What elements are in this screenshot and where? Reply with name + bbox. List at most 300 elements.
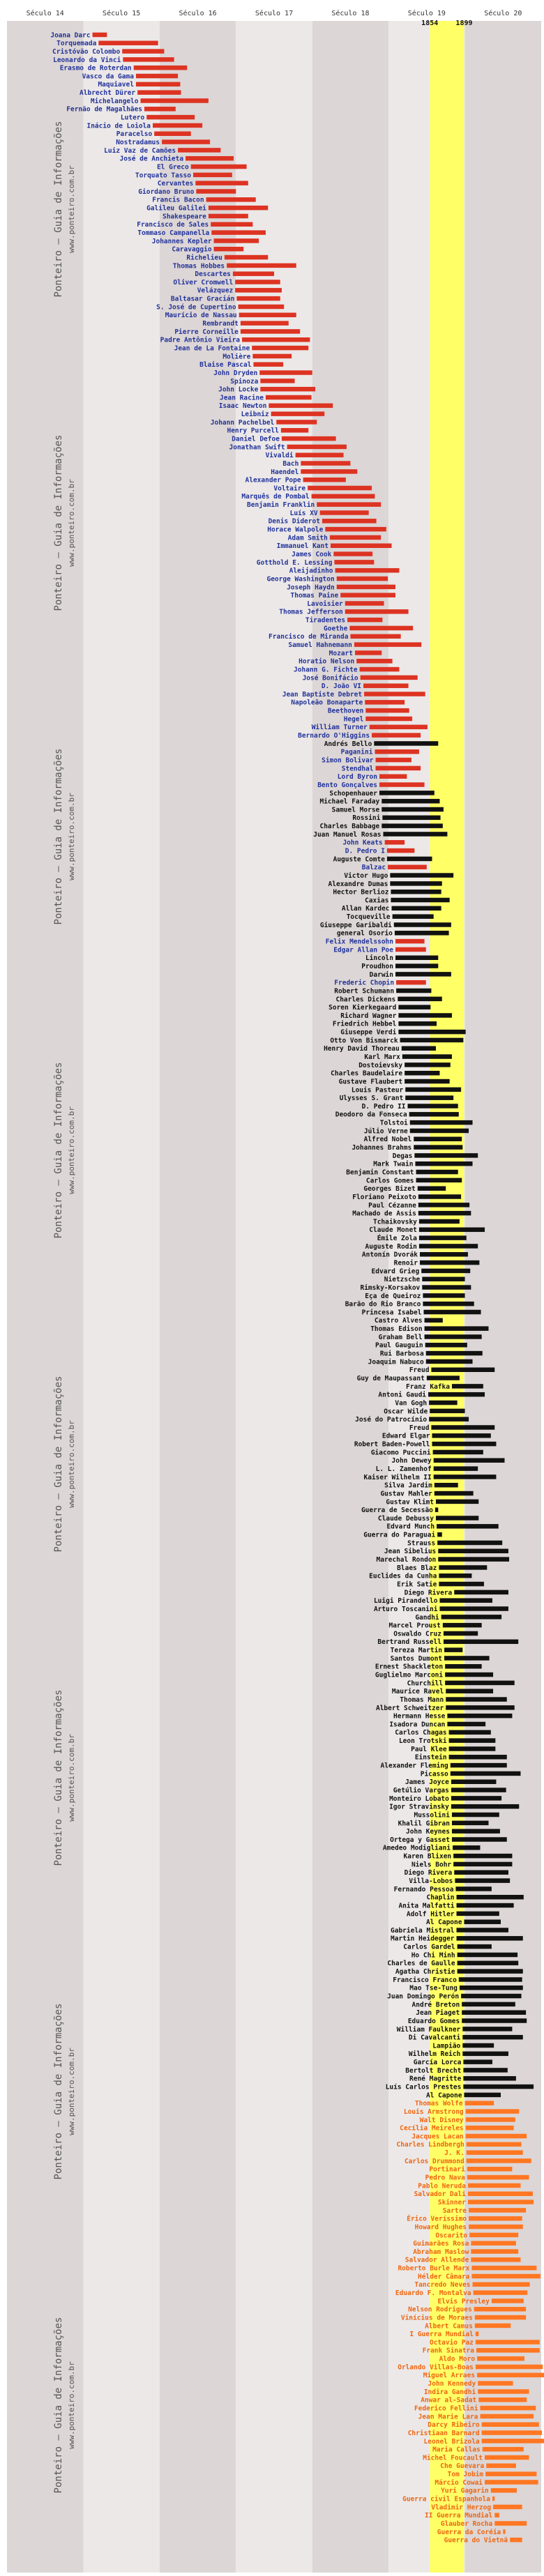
lifespan-bar xyxy=(455,1878,510,1883)
lifespan-bar xyxy=(409,1112,459,1117)
entry-name: Mozart xyxy=(328,649,353,657)
entry-name: Lampião xyxy=(432,2042,461,2050)
entry-name: Freud xyxy=(409,1424,430,1432)
lifespan-bar xyxy=(435,1491,474,1496)
entry-name: Villa-Lobos xyxy=(409,1877,453,1885)
entry-name: Johannes Brahms xyxy=(352,1144,412,1152)
lifespan-bar xyxy=(252,346,308,351)
entry-name: Cecília Meireles xyxy=(400,2124,464,2133)
entry-name: Al Capone xyxy=(425,2091,462,2100)
entry-name: Karen Blixen xyxy=(403,1852,452,1861)
lifespan-bar xyxy=(98,40,158,45)
entry-name: José Bonifácio xyxy=(302,674,358,683)
lifespan-bar xyxy=(419,1235,467,1240)
lifespan-bar xyxy=(209,214,248,219)
lifespan-bar xyxy=(446,1705,514,1710)
lifespan-bar xyxy=(214,247,244,252)
entry-name: Graham Bell xyxy=(378,1333,423,1341)
lifespan-bar xyxy=(191,165,247,169)
lifespan-bar xyxy=(349,626,413,631)
entry-name: Castro Alves xyxy=(374,1317,423,1325)
lifespan-bar xyxy=(462,2027,512,2032)
lifespan-bar xyxy=(428,1392,485,1397)
lifespan-bar xyxy=(422,1285,471,1290)
entry-name: Edvard Grieg xyxy=(371,1267,420,1276)
lifespan-bar xyxy=(459,1977,522,1982)
lifespan-bar xyxy=(449,1746,496,1751)
lifespan-bar xyxy=(381,799,439,804)
lifespan-bar xyxy=(425,1334,482,1339)
entry-name: Guerra da Coréia xyxy=(437,2528,501,2536)
lifespan-bar xyxy=(395,963,438,968)
lifespan-bar xyxy=(438,1557,509,1562)
entry-name: Georges Bizet xyxy=(363,1185,416,1194)
lifespan-bar xyxy=(235,280,280,284)
lifespan-bar xyxy=(266,395,312,400)
entry-name: Wilhelm Reich xyxy=(408,2050,461,2059)
entry-name: Miguel Arraes xyxy=(423,2372,476,2380)
entry-name: Gandhi xyxy=(415,1613,439,1622)
lifespan-bar xyxy=(301,469,357,474)
watermark-url: www.ponteiro.com.br xyxy=(67,2048,76,2135)
entry-name: Haendel xyxy=(271,468,299,476)
entry-name: Darcy Ribeiro xyxy=(428,2421,480,2430)
lifespan-bar xyxy=(347,618,382,623)
lifespan-bar xyxy=(252,354,292,359)
entry-name: Anwar al-Sadat xyxy=(421,2396,477,2404)
lifespan-bar xyxy=(206,197,256,202)
lifespan-bar xyxy=(439,1582,484,1587)
entry-name: Edgar Allan Poe xyxy=(333,946,393,954)
lifespan-bar xyxy=(381,807,444,812)
entry-name: Ortega y Gasset xyxy=(390,1836,450,1844)
lifespan-bar xyxy=(466,2134,527,2139)
entry-name: Márcio Cowai xyxy=(435,2478,483,2487)
entry-name: Einstein xyxy=(414,1753,447,1762)
entry-name: Francisco de Miranda xyxy=(269,633,349,641)
lifespan-bar xyxy=(381,823,443,828)
entry-name: James Cook xyxy=(292,550,332,558)
lifespan-bar xyxy=(431,1425,494,1430)
entry-name: Auguste Comte xyxy=(333,855,385,864)
lifespan-bar xyxy=(419,1219,460,1224)
entry-name: Fernando Pessoa xyxy=(393,1885,454,1893)
lifespan-bar xyxy=(375,749,418,754)
entry-name: Alexander Fleming xyxy=(380,1762,448,1770)
entry-name: Adam Smith xyxy=(287,534,328,542)
lifespan-bar xyxy=(432,1433,491,1438)
lifespan-bar xyxy=(460,1986,523,1990)
lifespan-bar xyxy=(492,2299,524,2303)
lifespan-bar xyxy=(379,774,407,779)
lifespan-bar xyxy=(141,98,209,103)
lifespan-bar xyxy=(478,2381,513,2386)
entry-name: Luís XV xyxy=(289,509,318,517)
entry-name: Cervantes xyxy=(157,180,194,188)
lifespan-bar xyxy=(471,2241,516,2246)
century-band xyxy=(83,21,159,2573)
lifespan-bar xyxy=(458,1944,492,1949)
entry-name: Blaise Pascal xyxy=(199,361,252,369)
lifespan-bar xyxy=(471,2249,518,2254)
lifespan-bar xyxy=(211,230,266,235)
entry-name: Guy de Maupassant xyxy=(356,1374,425,1382)
entry-name: D. João VI xyxy=(321,683,362,691)
lifespan-bar xyxy=(393,914,434,919)
lifespan-bar xyxy=(457,1912,499,1916)
entry-name: Balzac xyxy=(361,864,386,872)
lifespan-bar xyxy=(466,2117,515,2122)
lifespan-bar xyxy=(436,1516,478,1521)
entry-name: Antonín Dvorák xyxy=(361,1251,418,1259)
lifespan-bar xyxy=(395,939,425,944)
lifespan-bar xyxy=(467,2158,531,2163)
lifespan-bar xyxy=(458,1961,519,1966)
lifespan-bar xyxy=(236,296,280,301)
entry-name: Gustave Flaubert xyxy=(338,1078,403,1086)
entry-name: Tommaso Campanella xyxy=(137,229,210,237)
entry-name: Anita Malfatti xyxy=(398,1902,455,1910)
watermark-url: www.ponteiro.com.br xyxy=(67,1734,76,1822)
lifespan-bar xyxy=(503,2529,505,2534)
lifespan-bar xyxy=(452,1821,489,1826)
entry-name: Tancredo Neves xyxy=(414,2281,471,2289)
entry-name: Bertrand Russell xyxy=(377,1638,441,1647)
lifespan-bar xyxy=(361,676,418,680)
entry-name: Ernest Shackleton xyxy=(375,1663,444,1671)
lifespan-bar xyxy=(480,2414,534,2419)
entry-name: Émile Zola xyxy=(377,1235,417,1243)
lifespan-bar xyxy=(395,947,426,952)
entry-name: Voltaire xyxy=(273,485,306,493)
entry-name: Alexandre Dumas xyxy=(328,880,388,888)
lifespan-bar xyxy=(444,1656,490,1661)
lifespan-bar xyxy=(365,700,405,705)
lifespan-bar xyxy=(449,1738,496,1743)
lifespan-bar xyxy=(214,238,259,243)
lifespan-bar xyxy=(444,1647,462,1652)
lifespan-bar xyxy=(93,33,107,38)
entry-name: Samuel Morse xyxy=(331,806,380,814)
entry-name: Velázquez xyxy=(197,287,234,295)
entry-name: II Guerra Mundial xyxy=(425,2512,493,2520)
entry-name: Jacques Lacan xyxy=(411,2133,464,2141)
entry-name: Portinari xyxy=(429,2165,465,2174)
lifespan-bar xyxy=(281,428,308,433)
entry-name: Fernão de Magalhães xyxy=(66,105,142,114)
lifespan-bar xyxy=(410,1120,473,1125)
lifespan-bar xyxy=(475,2315,526,2320)
entry-name: Johann G. Fichte xyxy=(294,666,358,674)
lifespan-bar xyxy=(136,74,178,79)
entry-name: Edward Elgar xyxy=(381,1432,430,1440)
entry-name: Gabriela Mistral xyxy=(391,1926,455,1935)
lifespan-bar xyxy=(445,1681,515,1686)
entry-name: Karl Marx xyxy=(364,1053,400,1061)
entry-name: Molière xyxy=(222,353,251,361)
lifespan-bar xyxy=(337,585,395,590)
entry-name: Agatha Christie xyxy=(395,1968,455,1976)
lifespan-bar xyxy=(510,2538,522,2543)
entry-name: Lincoln xyxy=(365,954,393,963)
lifespan-bar xyxy=(474,2307,526,2312)
entry-name: Michel Foucault xyxy=(423,2454,483,2462)
entry-name: Euclides da Cunha xyxy=(369,1572,437,1580)
lifespan-bar xyxy=(276,420,317,425)
lifespan-bar xyxy=(466,2109,520,2114)
entry-name: Hegel xyxy=(343,715,364,724)
entry-name: André Breton xyxy=(411,2001,460,2009)
entry-name: Lavoisier xyxy=(307,600,343,608)
lifespan-bar xyxy=(420,1252,468,1257)
lifespan-bar xyxy=(453,1854,512,1859)
lifespan-bar xyxy=(360,667,400,672)
lifespan-bar xyxy=(421,1269,470,1274)
lifespan-bar xyxy=(471,2266,536,2271)
lifespan-bar xyxy=(420,1260,479,1265)
entry-name: Francisco Franco xyxy=(393,1976,457,1984)
entry-name: Frederic Chopin xyxy=(334,979,395,987)
entry-name: Isadora Duncan xyxy=(389,1721,446,1729)
lifespan-bar xyxy=(242,337,310,342)
entry-name: Nietzsche xyxy=(384,1276,421,1284)
entry-name: general Osorio xyxy=(336,929,393,938)
entry-name: Schopenhauer xyxy=(329,789,378,798)
entry-name: Paul Cézanne xyxy=(368,1201,416,1210)
entry-name: Nelson Rodrigues xyxy=(408,2306,472,2314)
lifespan-bar xyxy=(485,2471,536,2476)
lifespan-bar xyxy=(446,1689,493,1693)
entry-name: Simon Bolivar xyxy=(322,756,374,765)
entry-name: Galileu Galilei xyxy=(146,204,206,213)
watermark-url: www.ponteiro.com.br xyxy=(67,479,76,567)
lifespan-bar xyxy=(449,1755,507,1760)
lifespan-bar xyxy=(419,1228,485,1233)
lifespan-bar xyxy=(462,2052,508,2057)
entry-name: Nostradamus xyxy=(116,138,160,146)
entry-name: José do Patrocínio xyxy=(355,1416,428,1424)
entry-name: Blaes Blaz xyxy=(397,1564,437,1572)
entry-name: Thomas Edison xyxy=(370,1325,423,1334)
entry-name: Eça de Queiroz xyxy=(365,1292,421,1300)
lifespan-bar xyxy=(308,486,372,491)
lifespan-bar xyxy=(439,1565,487,1570)
entry-name: Deodoro da Fonseca xyxy=(335,1111,407,1119)
lifespan-bar xyxy=(137,90,181,95)
lifespan-bar xyxy=(465,2101,494,2105)
entry-name: Churchill xyxy=(407,1679,444,1688)
watermark-url: www.ponteiro.com.br xyxy=(67,165,76,253)
entry-name: Joaquim Nabuco xyxy=(368,1358,424,1366)
entry-name: Paganini xyxy=(340,748,373,756)
entry-name: Baltasar Gracián xyxy=(170,295,235,303)
entry-name: Charles Lindbergh xyxy=(396,2141,464,2149)
entry-name: Paul Klee xyxy=(411,1745,447,1753)
century-band xyxy=(7,21,83,2573)
lifespan-bar xyxy=(363,683,409,688)
entry-name: Denis Diderot xyxy=(268,517,320,526)
entry-name: Indira Gandhi xyxy=(423,2388,476,2396)
lifespan-bar xyxy=(445,1672,493,1677)
entry-name: Felix Mendelssohn xyxy=(325,938,393,946)
entry-name: Joana Darc xyxy=(50,31,91,40)
entry-name: Orlando Villas-Boas xyxy=(398,2363,474,2372)
lifespan-bar xyxy=(482,2439,544,2444)
entry-name: Jean de La Fontaine xyxy=(174,344,250,353)
lifespan-bar xyxy=(395,956,438,961)
entry-name: Johannes Kepler xyxy=(151,237,212,245)
entry-name: Machado de Assis xyxy=(352,1210,416,1218)
lifespan-bar xyxy=(345,609,409,614)
entry-name: Carlos Gardel xyxy=(403,1943,455,1951)
lifespan-bar xyxy=(473,2282,530,2287)
lifespan-bar xyxy=(123,57,174,62)
entry-name: L. L. Zamenhof xyxy=(375,1465,432,1473)
lifespan-bar xyxy=(434,1458,505,1463)
highlight-year-label: 1899 xyxy=(455,20,473,27)
entry-name: Paul Gauguin xyxy=(375,1341,423,1350)
entry-name: Vivaldi xyxy=(265,452,294,460)
entry-name: El Greco xyxy=(156,163,189,172)
lifespan-bar xyxy=(439,1573,471,1578)
entry-name: Oliver Cromwell xyxy=(173,278,234,287)
lifespan-bar xyxy=(239,305,285,310)
entry-name: Auguste Rodin xyxy=(365,1242,417,1251)
lifespan-bar xyxy=(227,264,296,268)
entry-name: Pablo Neruda xyxy=(418,2182,466,2190)
entry-name: Diego Rivera xyxy=(404,1589,453,1597)
lifespan-bar xyxy=(388,864,427,869)
lifespan-bar xyxy=(414,1145,462,1150)
entry-name: Samuel Hahnemann xyxy=(288,641,352,649)
lifespan-bar xyxy=(444,1640,518,1645)
lifespan-bar xyxy=(451,1796,501,1801)
lifespan-bar xyxy=(325,527,386,532)
entry-name: Vladimir Herzog xyxy=(431,2503,492,2512)
lifespan-bar xyxy=(478,2389,529,2394)
entry-name: Albert Schweitzer xyxy=(375,1704,444,1712)
lifespan-bar xyxy=(464,1919,501,1924)
watermark-title: Ponteiro – Guia de Informações xyxy=(53,748,64,925)
lifespan-bar xyxy=(452,1384,483,1389)
entry-name: Oswaldo Cruz xyxy=(393,1630,441,1638)
lifespan-bar xyxy=(414,1153,478,1158)
century-band xyxy=(465,21,541,2573)
entry-name: Luiz Vaz de Camões xyxy=(104,146,176,155)
entry-name: Oscar Wilde xyxy=(384,1408,428,1416)
lifespan-bar xyxy=(457,1936,523,1941)
lifespan-bar xyxy=(405,1095,453,1100)
entry-name: John Keats xyxy=(342,839,383,847)
entry-name: Christiaan Barnard xyxy=(407,2429,480,2437)
entry-name: Henry Purcell xyxy=(227,427,279,435)
lifespan-bar xyxy=(437,1532,442,1537)
lifespan-bar xyxy=(426,1351,483,1356)
entry-name: Freud xyxy=(409,1366,430,1375)
entry-name: Charles Baudelaire xyxy=(331,1069,403,1078)
lifespan-bar xyxy=(445,1664,482,1669)
lifespan-bar xyxy=(408,1104,458,1108)
entry-name: Dostoievsky xyxy=(358,1061,403,1069)
entry-name: Alfred Nobel xyxy=(363,1136,412,1144)
lifespan-bar xyxy=(146,115,195,120)
lifespan-bar xyxy=(467,2150,523,2155)
entry-name: John Dryden xyxy=(213,369,258,377)
lifespan-bar xyxy=(494,2521,527,2526)
entry-name: Barão do Rio Branco xyxy=(345,1300,421,1309)
entry-name: Sartre xyxy=(442,2207,467,2215)
entry-name: Otto Von Bismarck xyxy=(330,1037,398,1045)
lifespan-bar xyxy=(418,1211,471,1216)
entry-name: Joseph Haydn xyxy=(287,584,335,592)
lifespan-bar xyxy=(454,1590,508,1595)
lifespan-bar xyxy=(476,2340,540,2345)
lifespan-bar xyxy=(383,832,447,837)
lifespan-bar xyxy=(434,1466,478,1471)
entry-name: Bach xyxy=(282,459,299,468)
entry-name: Rimsky-Korsakov xyxy=(360,1283,421,1292)
entry-name: Maurice Ravel xyxy=(391,1688,444,1696)
entry-name: D. Pedro I xyxy=(345,847,385,855)
entry-name: Kaiser Wilhelm II xyxy=(363,1473,432,1481)
entry-name: Tchaikovsky xyxy=(372,1218,417,1226)
lifespan-bar xyxy=(370,725,428,730)
entry-name: Tereza Martin xyxy=(390,1647,443,1655)
lifespan-bar xyxy=(478,2398,527,2402)
watermark-title: Ponteiro – Guia de Informações xyxy=(53,1062,64,1239)
lifespan-bar xyxy=(418,1203,469,1207)
lifespan-bar xyxy=(287,445,347,450)
lifespan-bar xyxy=(463,2076,516,2081)
lifespan-bar xyxy=(435,1507,438,1512)
lifespan-bar xyxy=(196,189,236,194)
entry-name: Aleijadinho xyxy=(289,567,333,575)
lifespan-bar xyxy=(468,2200,534,2204)
lifespan-bar xyxy=(376,758,411,763)
entry-name: Abraham Maslow xyxy=(413,2248,469,2256)
entry-name: Igor Stravinsky xyxy=(389,1803,449,1811)
entry-name: Carlos Drummond xyxy=(404,2157,464,2165)
entry-name: D. Pedro II xyxy=(361,1102,406,1111)
entry-name: Erik Satie xyxy=(397,1580,437,1589)
lifespan-bar xyxy=(474,2290,528,2295)
lifespan-bar xyxy=(468,2183,521,2188)
entry-name: Claude Debussy xyxy=(377,1514,434,1523)
lifespan-bar xyxy=(449,1730,491,1735)
lifespan-bar xyxy=(419,1244,478,1249)
entry-name: Salvador Dali xyxy=(414,2190,466,2199)
entry-name: John Dewey xyxy=(391,1457,432,1465)
entry-name: Van Gogh xyxy=(395,1399,428,1408)
entry-name: Carlos Chagas xyxy=(395,1729,447,1737)
lifespan-bar xyxy=(241,321,289,326)
lifespan-bar xyxy=(195,181,248,185)
entry-name: Jean Racine xyxy=(220,394,264,402)
entry-name: René Magritte xyxy=(409,2075,462,2083)
lifespan-bar xyxy=(317,502,381,507)
century-label: Século 19 xyxy=(407,10,446,17)
lifespan-bar xyxy=(437,1524,499,1529)
lifespan-bar xyxy=(444,1631,478,1636)
entry-name: Pierre Corneille xyxy=(174,328,239,336)
lifespan-bar xyxy=(337,577,388,581)
lifespan-bar xyxy=(429,1401,457,1405)
lifespan-bar xyxy=(144,107,176,112)
entry-name: Gustav Mahler xyxy=(380,1490,432,1498)
entry-name: Rui Barbosa xyxy=(379,1350,424,1358)
lifespan-bar xyxy=(422,1276,464,1281)
entry-name: Carlos Gomes xyxy=(365,1177,414,1185)
